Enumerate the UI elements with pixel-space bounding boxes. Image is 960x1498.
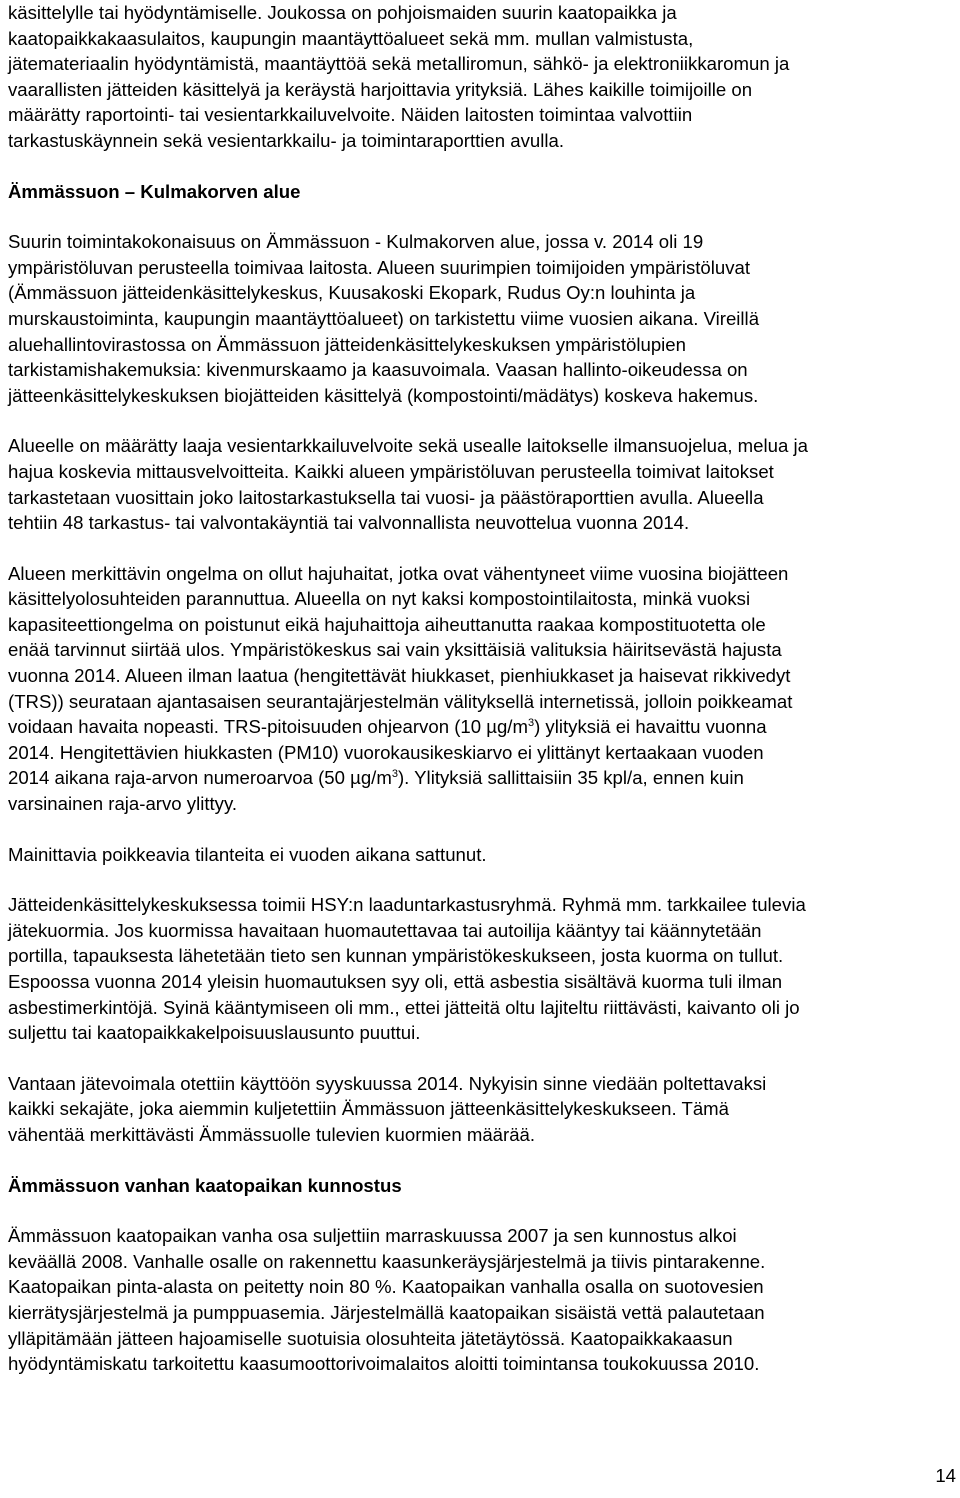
spacer <box>8 154 956 179</box>
paragraph-permits: Suurin toimintakokonaisuus on Ämmässuon - Kulmakorven alue, jossa v. 2014 oli 19 ympäristöluvan perusteella toimivaa laitosta. Alueen suurimpien toimijoiden ympäristöluvat (Ämmässuon jätteidenkäsittelykeskus, Kuusakoski Ekopark, Rudus Oy:n louhinta ja murskaustoiminta, kaupungin maantäyttöalueet) on tarkistettu viime vuosien aikana. Vireillä aluehallintovirastossa on Ämmässuon jätteidenkäsittelykeskuksen ympäristölupien tarkistamishakemuksia: kivenmurskaamo ja kaasuvoimala. Vaasan hallinto-oikeudessa on jätteenkäsittelykeskuksen biojätteiden käsittelyä (kompostointi/mädätys) koskeva hakemus. <box>8 231 760 406</box>
paragraph-quality-control: Jätteidenkäsittelykeskuksessa toimii HSY:n laaduntarkastusryhmä. Ryhmä mm. tarkkailee tulevia jätekuormia. Jos kuormissa havaitaan huomautettavaa tai autoilija kääntyy tai käännytetään portilla, tapauksesta lähetetään tieto sen kunnan ympäristökeskukseen, josta kuorma on tullut. Espoossa vuonna 2014 yleisin huomautuksen syy oli, että asbestia sisältävä kuorma tuli ilman asbestimerkintöjä. Syinä kääntymiseen oli mm., ettei jätteitä oltu lajiteltu riittävästi, kaivanto oli jo suljettu tai kaatopaikkakelpoisuuslausunto puuttui. <box>8 894 806 1044</box>
superscript: 3 <box>391 768 398 781</box>
page-number: 14 <box>935 1465 956 1486</box>
section-heading-old-landfill: Ämmässuon vanhan kaatopaikan kunnostus <box>8 1174 402 1196</box>
spacer <box>8 817 956 842</box>
text-run: ) ylityksiä ei havaittu vuonna 2014. Hengitettävien hiukkasten (PM10) vuorokausikeskiarvo ei ylittänyt kertaakaan vuoden 2014 aikana raja-arvon numeroarvoa (50 µg/m <box>8 716 767 789</box>
spacer <box>8 1198 956 1223</box>
document-body <box>8 0 956 1377</box>
paragraph-waste-power-plant: Vantaan jätevoimala otettiin käyttöön syyskuussa 2014. Nykyisin sinne viedään poltettavaksi kaikki sekajäte, joka aiemmin kuljetettiin Ämmässuon jätteenkäsittelykeskukseen. Tämä vähentää merkittävästi Ämmässuolle tulevien kuormien määrää. <box>8 1072 767 1145</box>
paragraph-monitoring: Alueelle on määrätty laaja vesientarkkailuvelvoite sekä usealle laitokselle ilmansuojelua, melua ja hajua koskevia mittausvelvoitteita. Kaikki alueen ympäristöluvan perusteella toimivat laitokset tarkastetaan vuosittain joko laitostarkastuksella tai vuosi- ja päästöraporttien avulla. Alueella tehtiin 48 tarkastus- tai valvontakäyntiä tai valvonnallista neuvottelua vuonna 2014. <box>8 435 808 534</box>
spacer <box>8 1046 956 1071</box>
spacer <box>8 867 956 892</box>
superscript: 3 <box>527 717 535 730</box>
paragraph-landfill-restoration: Ämmässuon kaatopaikan vanha osa suljettiin marraskuussa 2007 ja sen kunnostus alkoi keväällä 2008. Vanhalle osalle on rakennettu kaasunkeräysjärjestelmä ja tiivis pintarakenne. Kaatopaikan pinta-alasta on peitetty noin 80 %. Kaatopaikan vanhalla osalla on suotovesien kierrätysjärjestelmä ja pumppuasemia. Järjestelmällä kaatopaikan sisäistä vettä palautetaan ylläpitämään jätteen hajoamiselle suotuisia olosuhteita jätetäytössä. Kaatopaikkakaasun hyödyntämiskatu tarkoitettu kaasumoottorivoimalaitos aloitti toimintansa toukokuussa 2010. <box>8 1225 766 1375</box>
paragraph-intro: käsittelylle tai hyödyntämiselle. Joukossa on pohjoismaiden suurin kaatopaikka ja kaatopaikkakaasulaitos, kaupungin maantäyttöalueet sekä mm. mullan valmistusta, jätemateriaalin hyödyntämistä, maantäyttöä sekä metalliromun, sähkö- ja elektroniikkaromun ja vaarallisten jätteiden käsittelyä ja keräystä harjoittavia yrityksiä. Lähes kaikille toimijoille on määrätty raportointi- tai vesientarkkailuvelvoite. Näiden laitosten toimintaa valvottiin tarkastuskäynnein sekä vesientarkkailu- ja toimintaraporttien avulla. <box>8 2 790 151</box>
spacer <box>8 1148 956 1173</box>
paragraph-incidents: Mainittavia poikkeavia tilanteita ei vuoden aikana sattunut. <box>8 843 487 865</box>
text-run: Alueen merkittävin ongelma on ollut hajuhaitat, jotka ovat vähentyneet viime vuosina biojätteen käsittelyolosuhteiden parannuttua. Alueella on nyt kaksi kompostointilaitosta, minkä vuoksi kapasiteettiongelma on poistunut eikä hajuhaittoja aiheuttanutta raakaa kompostituotetta ole enää tarvinnut siirtää ulos. Ympäristökeskus sai vain yksittäisiä valituksia häiritsevästä hajusta vuonna 2014. Alueen ilman laatua (hengitettävät hiukkaset, pienhiukkaset ja haisevat rikkivedyt (TRS)) seurataan ajantasaisen seurantajärjestelmän välityksellä internetissä, jolloin poikkeamat voidaan havaita nopeasti. TRS-pitoisuuden ohjearvon (10 µg/m <box>8 562 793 738</box>
spacer <box>8 536 956 561</box>
spacer <box>8 408 956 433</box>
section-heading-kulmakorpi: Ämmässuon – Kulmakorven alue <box>8 180 301 202</box>
text-run: ). Ylityksiä sallittaisiin 35 kpl/a, ennen kuin varsinainen raja-arvo ylittyy. <box>8 767 744 815</box>
spacer <box>8 204 956 229</box>
paragraph-odour-air-quality <box>8 561 956 817</box>
